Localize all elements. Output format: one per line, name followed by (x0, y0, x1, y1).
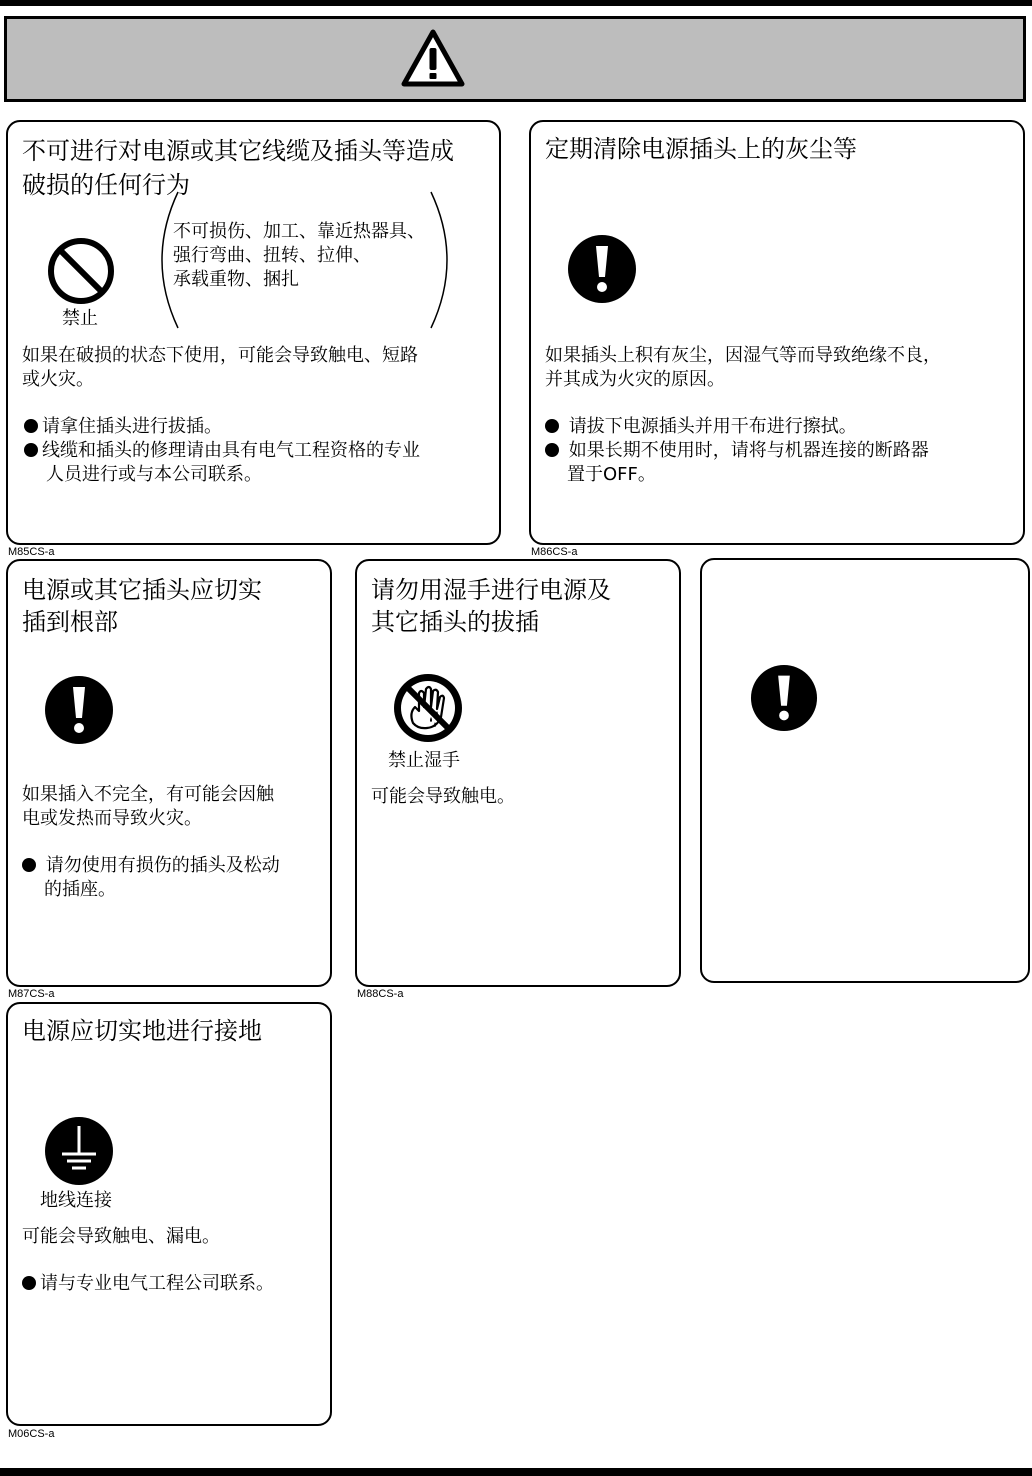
card-title-line: 电源应切实地进行接地 (22, 1017, 262, 1045)
prohibited-icon (46, 236, 116, 306)
bullet-dot (545, 419, 559, 433)
bullet-item: 如果长期不使用时，请将与机器连接的断路器 (545, 439, 929, 463)
card-code: M86CS-a (531, 546, 578, 558)
card-title-line: 电源或其它插头应切实 (22, 576, 262, 604)
warning-triangle-icon (401, 29, 465, 87)
ground-connection-icon (44, 1116, 114, 1186)
card-grounding (6, 1002, 332, 1426)
no-wet-hands-label: 禁止湿手 (388, 750, 460, 771)
card-wet-hands (355, 559, 681, 987)
card-code: M87CS-a (8, 988, 55, 1000)
bullet-dot (22, 858, 36, 872)
mandatory-exclamation-icon (750, 664, 818, 732)
bullet-dot (22, 1276, 36, 1290)
bullet-item: 请勿使用有损伤的插头及松动 (22, 854, 280, 878)
right-parenthesis (429, 190, 453, 330)
card-title-line: 定期清除电源插头上的灰尘等 (545, 135, 857, 163)
bullet-item: 线缆和插头的修理请由具有电气工程资格的专业 (24, 439, 420, 463)
ground-connection-label: 地线连接 (40, 1190, 112, 1211)
card-plug-insert (6, 559, 332, 987)
bullet-continuation: 的插座。 (44, 879, 116, 900)
card-text-line: 可能会导致触电、漏电。 (22, 1226, 220, 1247)
bullet-continuation: 人员进行或与本公司联系。 (46, 464, 262, 485)
card-code: M88CS-a (357, 988, 404, 1000)
mandatory-exclamation-icon (44, 675, 114, 745)
top-rule (0, 0, 1032, 6)
bullet-dot (24, 443, 38, 457)
paren-line: 承载重物、捆扎 (173, 269, 299, 290)
mandatory-exclamation-icon (567, 234, 637, 304)
card-text-line: 如果插头上积有灰尘，因湿气等而导致绝缘不良， (545, 345, 941, 366)
paren-line: 不可损伤、加工、靠近热器具、 (173, 221, 425, 242)
card-dust-cleaning (529, 120, 1025, 545)
bullet-item: 请与专业电气工程公司联系。 (22, 1272, 274, 1296)
card-text-line: 可能会导致触电。 (371, 786, 515, 807)
bullet-item: 请拿住插头进行拔插。 (24, 415, 222, 439)
card-text-line: 如果插入不完全，有可能会因触 (22, 784, 274, 805)
prohibited-label: 禁止 (62, 308, 98, 329)
card-title-line: 请勿用湿手进行电源及 (371, 576, 611, 604)
card-text-line: 并其成为火灾的原因。 (545, 369, 725, 390)
bullet-item: 请拔下电源插头并用干布进行擦拭。 (545, 415, 857, 439)
paren-line: 强行弯曲、扭转、拉伸、 (173, 245, 371, 266)
card-text-line: 电或发热而导致火灾。 (22, 808, 202, 829)
card-title-line: 插到根部 (22, 608, 118, 636)
card-text-line: 或火灾。 (22, 369, 94, 390)
card-code: M06CS-a (8, 1428, 55, 1440)
card-title-line: 不可进行对电源或其它线缆及插头等造成 (22, 137, 454, 165)
card-title-line: 破损的任何行为 (22, 171, 190, 199)
bullet-dot (545, 443, 559, 457)
bullet-continuation: 置于OFF。 (567, 464, 656, 485)
warning-banner (4, 16, 1026, 102)
card-damage-cable (6, 120, 501, 545)
card-text-line: 如果在破损的状态下使用，可能会导致触电、短路 (22, 345, 418, 366)
bottom-rule (0, 1468, 1032, 1476)
no-wet-hands-icon (391, 671, 465, 745)
card-code: M85CS-a (8, 546, 55, 558)
card-title-line: 其它插头的拔插 (371, 608, 539, 636)
card-mandatory-blank (700, 558, 1030, 983)
bullet-dot (24, 419, 38, 433)
